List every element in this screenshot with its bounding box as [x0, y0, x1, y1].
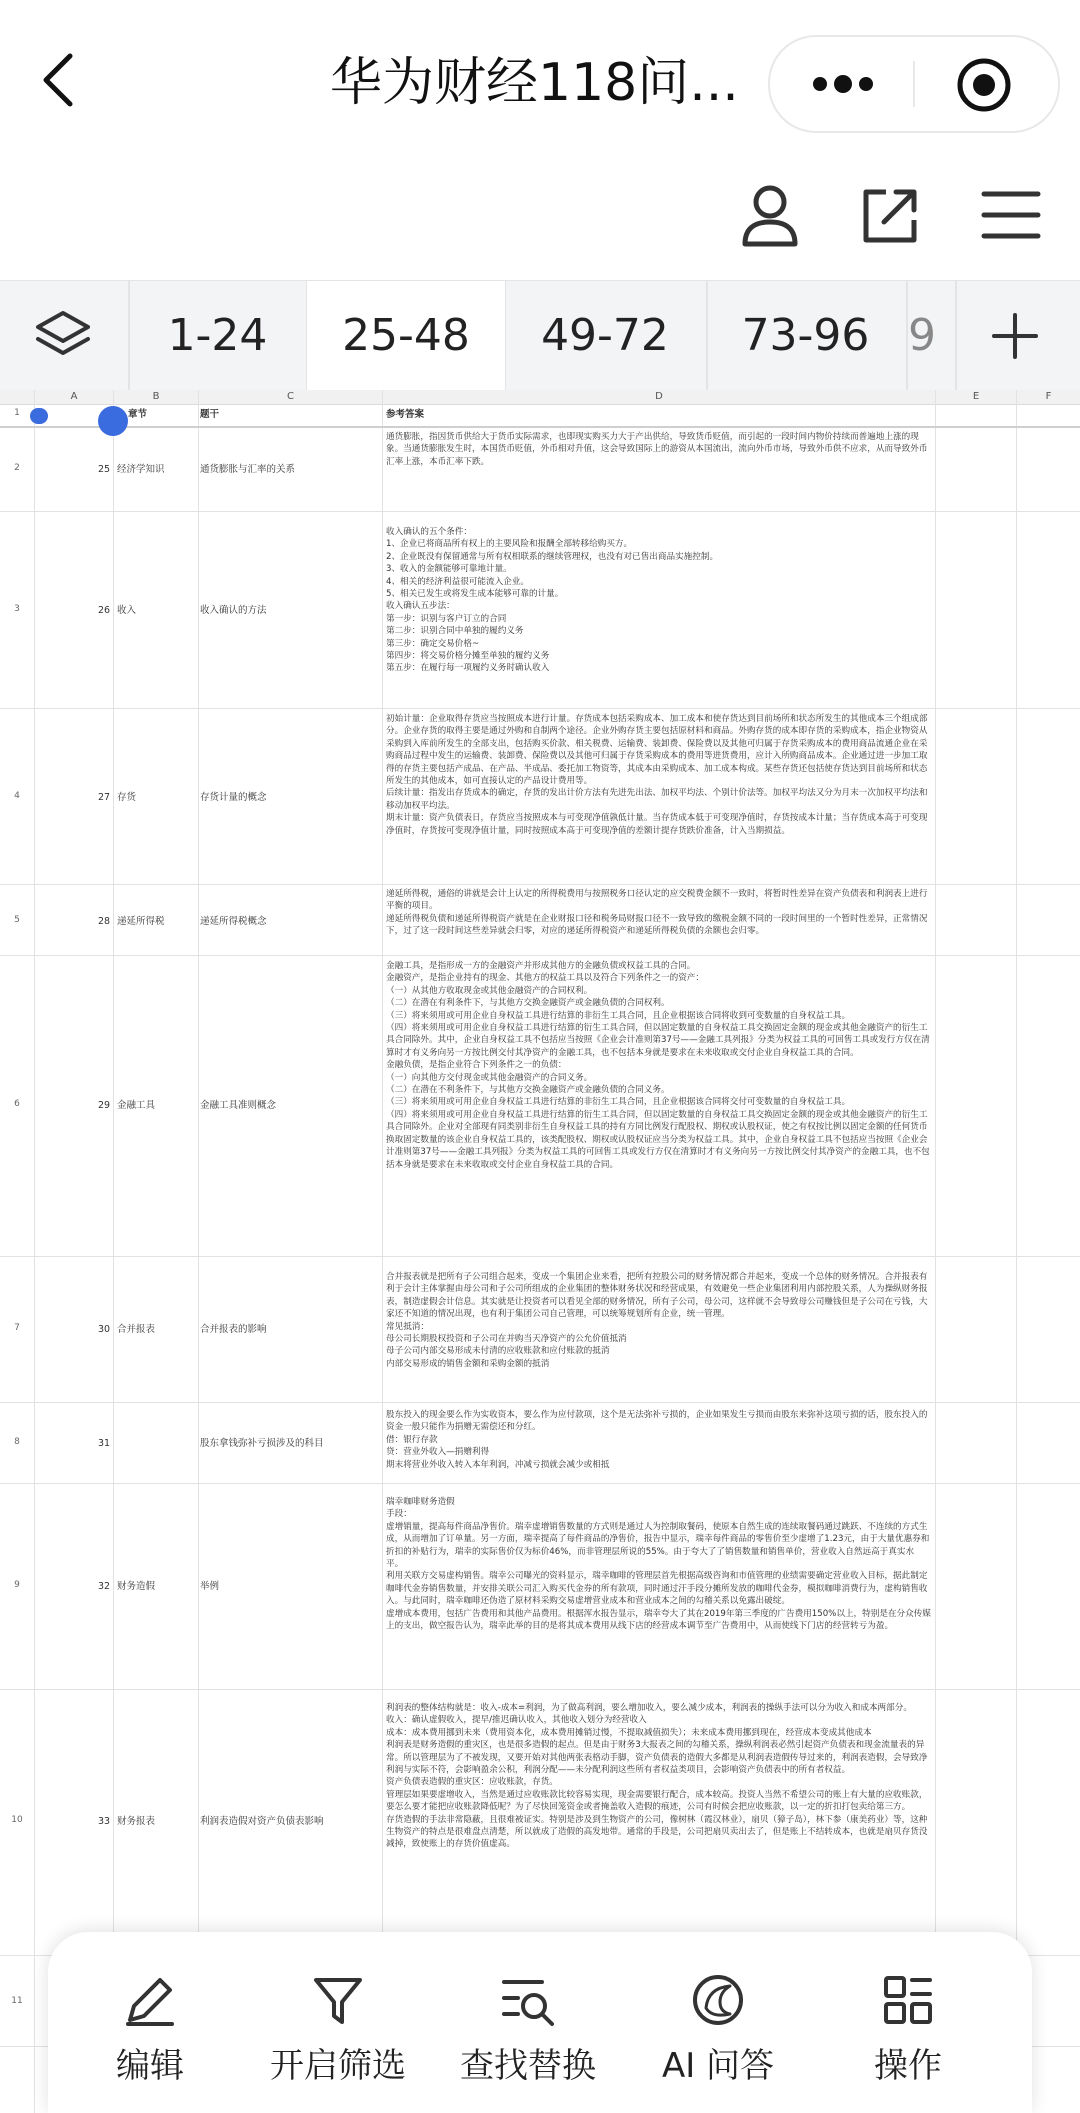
operations-button[interactable] — [818, 1932, 998, 2113]
back-arrow-icon[interactable] — [30, 50, 90, 110]
column-header-c[interactable]: C — [199, 390, 383, 405]
topic-cell: 利润表造假对资产负债表影响 — [200, 1816, 324, 1827]
topic-cell: 递延所得税概念 — [200, 916, 267, 927]
row-index: 27 — [98, 792, 111, 803]
row-index: 25 — [98, 464, 111, 475]
row-index: 29 — [98, 1100, 111, 1111]
pencil-icon — [122, 1972, 178, 2028]
answer-cell: 递延所得税，通俗的讲就是会计上认定的所得税费用与按照税务口径认定的应交税费金额不一致时，将暂时性差异在资产负债表和利润表上进行平衡的项目。 递延所得税负债和递延所得税资产就是在企业财报口径和税务局财报口径不一致导致的缴税金额不同的一段时间里的一个暂时性差异，正常情况下，过了这一段时间这些差异就会归零，对应的递延所得税资产和递延所得税负债的余额也会归零。 — [386, 889, 928, 937]
corner-cell[interactable] — [0, 390, 35, 405]
column-header-e[interactable]: E — [936, 390, 1017, 405]
topic-cell: 存货计量的概念 — [200, 792, 267, 803]
row-number: 6 — [14, 1099, 20, 1109]
column-header-a[interactable]: A — [35, 390, 114, 405]
ai-qa-label: AI 问答 — [661, 2046, 775, 2086]
answer-cell: 利润表的整体结构就是：收入-成本=利润，为了做高利润，要么增加收入，要么减少成本，利润表的操纵手法可以分为收入和成本两部分。 收入：确认虚假收入，提早/推迟确认收入，其他收入划分为经营收入 成本：成本费用挪到未来（费用资本化，成本费用摊销过慢，不提取减值损失）；未来成本费用挪到现在，经营成本变成其他成本 利润表是财务造假的重灾区，也是很多造假的起点。但是由于财务3大报表之间的勾稽关系，操纵利润表必然引起资产负债表和现金流量表的异常。所以管理层为了不被发现，又要开始对其他两张表格动手脚，资产负债表的造假大多都是从利润表造假传导过来的，利润表造假，会导致净利润与实际不符，会影响盈余公积，利润分配——未分配利润这些所有者权益类项目，会影响资产负债表中的所有者权益。 资产负债表造假的重灾区：应收账款，存货。 管理层如果要虚增收入，当然是通过应收账款比较容易实现，现金需要银行配合，成本较高。投资人当然不希望公司的账上有大量的应收账款，要怎么要才能把应收账款降低呢？为了尽快回笼资金或者掩盖收入造假的痕迹，公司有时候会把应收账款，以一定的折扣打包卖给第三方。 存货造假的手法非常隐蔽，且很难被证实。特别是涉及到生物资产的公司，像树林（霞汉林业），扇贝（獐子岛），林下参（康美药业）等，这种生物资产的特点是很难盘点清楚，所以就成了造假的高发地带。通常的手段是，公司把扇贝卖出去了，但是账上不结转成本，也就是扇贝存货没减掉，致使账上的存货价值虚高。 — [386, 1703, 928, 1850]
filter-icon — [310, 1972, 366, 2028]
edit-button[interactable] — [60, 1932, 240, 2113]
topic-cell: 金融工具准则概念 — [200, 1100, 277, 1111]
tab-97[interactable]: 9 — [908, 310, 936, 361]
find-replace-label: 查找替换 — [460, 2046, 596, 2086]
share-icon[interactable] — [856, 180, 926, 250]
chapter-cell: 财务造假 — [117, 1581, 156, 1592]
chapter-cell: 合并报表 — [117, 1324, 156, 1335]
table-row[interactable] — [0, 512, 1080, 709]
header-answer: 参考答案 — [386, 409, 425, 420]
table-row[interactable] — [0, 1690, 1080, 1956]
header-chapter: 章节 — [128, 409, 148, 420]
chapter-cell: 经济学知识 — [117, 464, 165, 475]
answer-cell: 金融工具，是指形成一方的金融资产并形成其他方的金融负债或权益工具的合同。 金融资产，是指企业持有的现金、其他方的权益工具以及符合下列条件之一的资产： （一）从其他方收取现金或其他金融资产的合同权利。 （二）在潜在有利条件下，与其他方交换金融资产或金融负债的合同权利。 （三）将来须用或可用企业自身权益工具进行结算的非衍生工具合同，且企业根据该合同将收到可变数量的自身权益工具。 （四）将来须用或可用企业自身权益工具进行结算的衍生工具合同，但以固定数量的自身权益工具交换固定金额的现金或其他金融资产的衍生工具合同除外。其中，企业自身权益工具不包括应当按照《企业会计准则第37号——金融工具列报》分类为权益工具的可回售工具或发行方仅在清算时才有义务向另一方按比例交付其净资产的金融工具，也不包括本身就是要求在未来收取或交付企业自身权益工具的合同。 金融负债，是指企业符合下列条件之一的负债： （一）向其他方交付现金或其他金融资产的合同义务。 （二）在潜在不利条件下，与其他方交换金融资产或金融负债的合同义务。 （三）将来须用或可用企业自身权益工具进行结算的非衍生工具合同，且企业根据该合同将交付可变数量的自身权益工具。 （四）将来须用或可用企业自身权益工具进行结算的衍生工具合同，但以固定数量的自身权益工具交换固定金额的现金或其他金融资产的衍生工具合同除外。企业对全部现有同类别非衍生自身权益工具的持有方同比例发行配股权、期权或认股权证，使之有权按比例以固定金额的任何货币换取固定数量的该企业自身权益工具的，该类配股权、期权或认股权证应当分类为权益工具。其中，企业自身权益工具不包括应当按照《企业会计准则第37号——金融工具列报》分类为权益工具的可回售工具或发行方仅在清算时才有义务向另一方按比例交付其净资产的金融工具，也不包括本身就是要求在未来收取或交付企业自身权益工具的合同。 — [386, 961, 930, 1170]
bottom-action-bar — [48, 1932, 1032, 2113]
tab-73-96[interactable]: 73-96 — [741, 310, 870, 361]
operations-label: 操作 — [874, 2046, 942, 2086]
add-sheet-icon[interactable] — [992, 313, 1038, 359]
answer-cell: 瑞幸咖啡财务造假 手段： 虚增销量，提高每件商品净售价。瑞幸虚增销售数量的方式则是通过人为控制取餐码，使原本自然生成的连续取餐码通过跳跃、不连续的方式生成，从而增加了订单量。另一方面，瑞幸提高了每件商品的净售价，报告中显示，瑞幸每件商品的零售价至少虚增了1.23元，由于大量优惠券和折扣的补贴行为，瑞幸的实际售价仅为标价46%，而非管理层所说的55%。由于夸大了了销售数量和销售单价，营业收入自然远高于真实水平。 利用关联方交易虚构销售。瑞幸公司曝光的资料显示，瑞幸咖啡的管理层首先根据高级咨询和市值管理的业绩需要确定营业收入目标，据此制定咖啡代金券销售数量，并安排关联公司汇入购买代金券的所有款项，同时通过汗手段分摊所发放的咖啡代金券，模拟咖啡消费行为，虚构销售收入。与此同时，瑞幸咖啡还伪造了原材料采购交易虚增营业成本和营业成本之间的勾稽关系以免露出破绽。 虚增成本费用，包括广告费用和其他产品费用。根据浑水报告显示，瑞幸夸大了其在2019年第三季度的广告费用150%以上，特别是在分众传媒上的支出，做空报告认为，瑞幸此举的目的是将其成本费用从线下店的经营成本调节至广告费用中，从而使线下门店的经营转亏为盈。 — [386, 1497, 931, 1632]
layers-icon[interactable] — [34, 309, 92, 363]
chapter-cell: 递延所得税 — [117, 916, 165, 927]
edit-label: 编辑 — [116, 2046, 184, 2086]
column-header-d[interactable]: D — [383, 390, 936, 405]
table-row[interactable] — [0, 709, 1080, 885]
filter-button[interactable] — [248, 1932, 428, 2113]
table-row[interactable] — [0, 956, 1080, 1257]
tab-25-48[interactable]: 25-48 — [306, 281, 506, 391]
more-icon[interactable] — [810, 67, 876, 101]
chapter-cell: 存货 — [117, 792, 137, 803]
filter-label: 开启筛选 — [270, 2046, 406, 2086]
selection-handle-icon[interactable] — [30, 408, 48, 424]
find-replace-icon — [500, 1972, 556, 2028]
navigation-bar — [0, 0, 1080, 165]
table-row[interactable] — [0, 1484, 1080, 1690]
row-index: 33 — [98, 1816, 111, 1827]
sheet-tabs — [0, 280, 1080, 392]
answer-cell: 通货膨胀，指因货币供给大于货币实际需求，也即现实购买力大于产出供给，导致货币贬值，而引起的一段时间内物价持续而普遍地上涨的现象。当通货膨胀发生时，本国货币贬值，外币相对升值，这会导致国际上的游资从本国流出，流向外币市场，导致外币供不应求，从而导致外币汇率上涨，本币汇率下跌。 — [386, 432, 928, 467]
row-number: 10 — [11, 1815, 23, 1825]
grid-icon — [880, 1972, 936, 2028]
column-header-b[interactable]: B — [114, 390, 199, 405]
tab-49-72[interactable]: 49-72 — [541, 310, 669, 361]
topic-cell: 收入确认的方法 — [200, 605, 267, 616]
close-target-icon[interactable] — [956, 57, 1012, 113]
answer-cell: 收入确认的五个条件： 1、企业已将商品所有权上的主要风险和报酬全部转移给购买方。 2、企业既没有保留通常与所有权相联系的继续管理权，也没有对已售出商品实施控制。 3、收入的金额能够可靠地计量。 4、相关的经济利益很可能流入企业。 5、相关已发生或将发生成本能够可靠的计量。 收入确认五步法： 第一步：识别与客户订立的合同 第二步：识别合同中单独的履约义务 第三步：确定交易价格~ 第四步：将交易价格分摊至单独的履约义务 第五步：在履行每一项履约义务时确认收入 — [386, 527, 719, 674]
table-row[interactable] — [0, 1257, 1080, 1403]
row-index: 31 — [98, 1438, 111, 1449]
row-index: 28 — [98, 916, 111, 927]
answer-cell: 股东投入的现金要么作为实收资本，要么作为应付款项，这个是无法弥补亏损的，企业如果发生亏损而由股东来弥补这项亏损的话，股东投入的资金一般只能作为捐赠无需偿还和分红。 借：银行存款 贷：营业外收入—捐赠利得 期末将营业外收入转入本年利润，冲减亏损就会减少或相抵 — [386, 1410, 928, 1470]
row-index: 26 — [98, 605, 111, 616]
row-number: 9 — [14, 1580, 20, 1590]
answer-cell: 合并报表就是把所有子公司组合起来，变成一个集团企业来看，把所有控股公司的财务情况都合并起来，变成一个总体的财务情况。合并报表有利于会计主体掌握由母公司和子公司所组成的企业集团的整体财务状况和经营成果，有效避免一些企业集团利用内部控股关系，人为操纵财务报表，制造虚假会计信息。其实就是让投资者可以看见全部的财务情况，所有子公司，母公司，这样就不会导致母公司赚钱但是子公司在亏钱，大家还不知道的情况出现，也有利于集团公司自己管理，可以统筹规划所有企业，统一管理。 常见抵消： 母公司长期股权投资和子公司在并购当天净资产的公允价值抵消 母子公司内部交易形成未付清的应收账款和应付账款的抵消 内部交易形成的销售金额和采购金额的抵消 — [386, 1272, 928, 1369]
table-row[interactable] — [0, 1403, 1080, 1484]
document-toolbar — [0, 165, 1080, 280]
row-index: 32 — [98, 1581, 111, 1592]
topic-cell: 举例 — [200, 1581, 220, 1592]
table-row[interactable] — [0, 427, 1080, 512]
table-header-row — [0, 404, 1080, 428]
ai-icon — [690, 1972, 746, 2028]
row-number: 1 — [14, 408, 20, 418]
row-number: 11 — [11, 1996, 23, 2006]
page-title: 华为财经118问... — [330, 53, 739, 113]
ai-qa-button[interactable] — [628, 1932, 808, 2113]
chapter-cell: 金融工具 — [117, 1100, 156, 1111]
row-number: 8 — [14, 1437, 20, 1447]
answer-cell: 初始计量：企业取得存货应当按照成本进行计量。存货成本包括采购成本、加工成本和使存货达到目前场所和状态所发生的其他成本三个组成部分。企业存货的取得主要是通过外购和自制两个途径。企业外购存货主要包括原材料和商品。外购存货的成本即存货的采购成本，指企业物资从采购到入库前所发生的全部支出，包括购买价款、相关税费、运输费、装卸费、保险费以及其他可归属于存货采购成本的费用商品流通企业在采购商品过程中发生的运输费、装卸费、保险费以及其他可归属于存货采购成本的费用等进货费用，应计入所购商品成本。企业通过进一步加工取得的存货主要包括产成品、在产品、半成品、委托加工物资等，其成本由采购成本、加工成本构成。某些存货还包括使存货达到目前场所和状态所发生的其他成本，如可直接认定的产品设计费用等。 后续计量：指发出存货成本的确定，存货的发出计价方法有先进先出法、加权平均法、个别计价法等。加权平均法又分为月末一次加权平均法和移动加权平均法。 期末计量：资产负债表日，存货应当按照成本与可变现净值孰低计量。当存货成本低于可变现净值时，存货按成本计量；当存货成本高于可变现净值时，存货按可变现净值计量，同时按照成本高于可变现净值的差额计提存货跌价准备，计入当期损益。 — [386, 714, 928, 836]
row-index: 30 — [98, 1324, 111, 1335]
miniprogram-capsule — [768, 35, 1060, 133]
tab-1-24[interactable]: 1-24 — [167, 310, 268, 361]
row-number: 4 — [14, 791, 20, 801]
topic-cell: 通货膨胀与汇率的关系 — [200, 464, 296, 475]
topic-cell: 股东拿钱弥补亏损涉及的科目 — [200, 1438, 324, 1449]
topic-cell: 合并报表的影响 — [200, 1324, 267, 1335]
row-number: 3 — [14, 604, 20, 614]
row-number: 2 — [14, 463, 20, 473]
row-number: 5 — [14, 915, 20, 925]
header-question: 题干 — [200, 409, 220, 420]
chapter-cell: 财务报表 — [117, 1816, 156, 1827]
spreadsheet-grid[interactable] — [0, 390, 1080, 2113]
menu-icon[interactable] — [976, 180, 1046, 250]
column-header-f[interactable]: F — [1017, 390, 1080, 405]
table-row[interactable] — [0, 885, 1080, 956]
chapter-cell: 收入 — [117, 605, 137, 616]
row-number: 7 — [14, 1323, 20, 1333]
user-icon[interactable] — [735, 180, 805, 250]
find-replace-button[interactable] — [438, 1932, 618, 2113]
